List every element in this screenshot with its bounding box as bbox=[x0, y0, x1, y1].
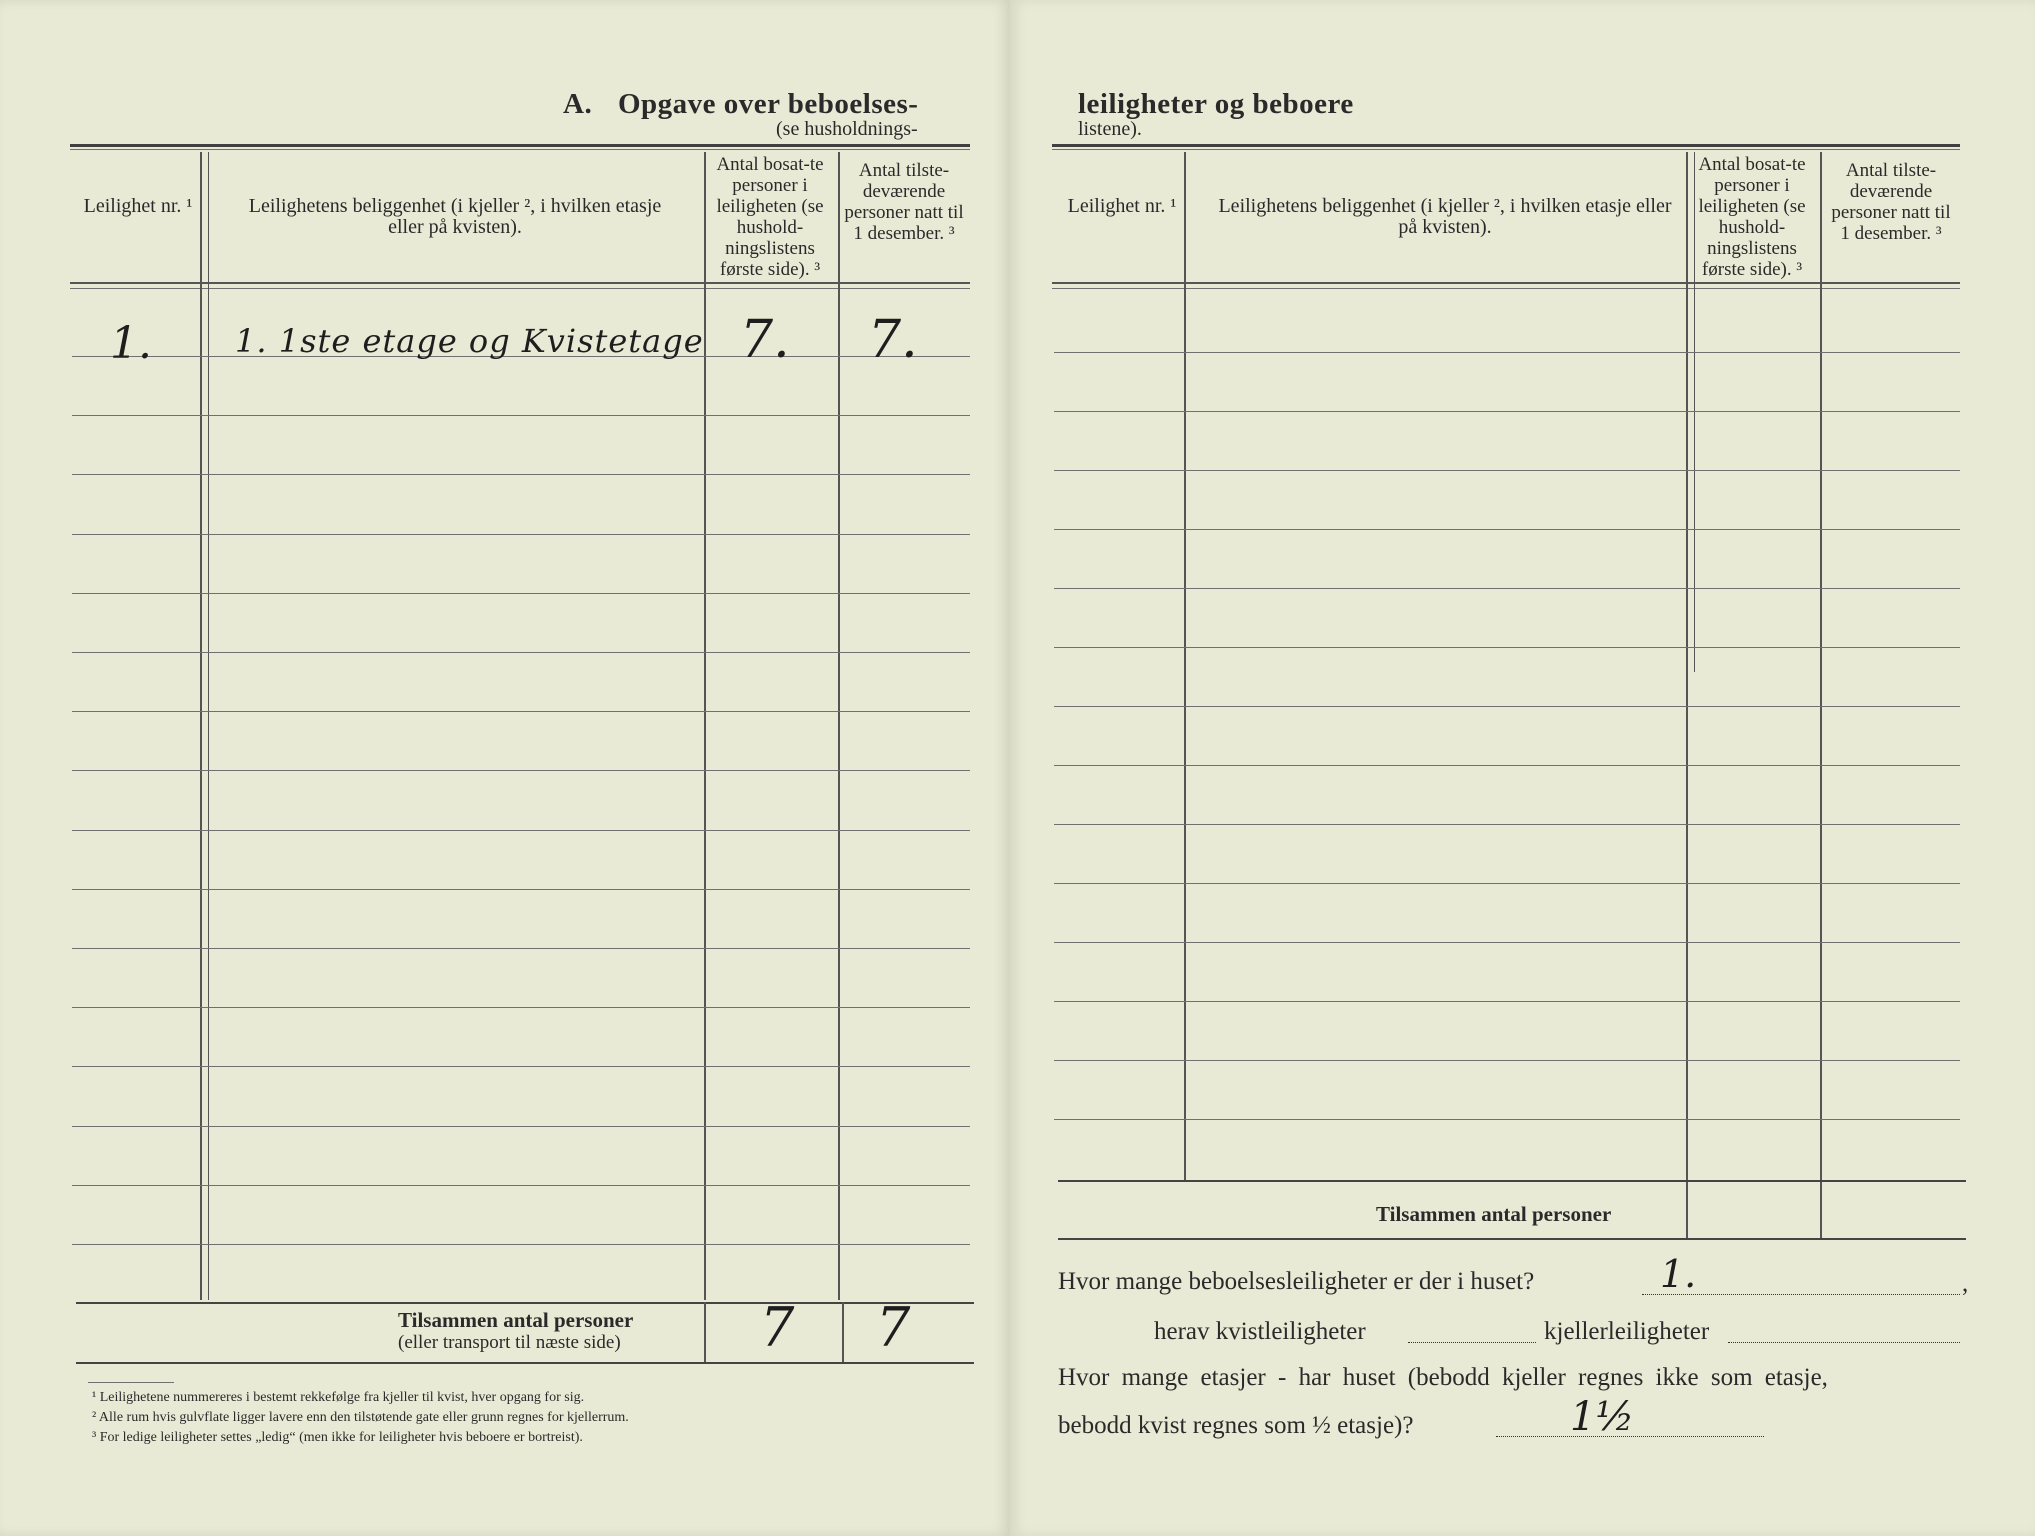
page-subtitle-right: listene). bbox=[1078, 118, 1142, 140]
form-row-line bbox=[72, 415, 970, 416]
total-divider-2 bbox=[842, 1302, 844, 1362]
header-beliggenhet-right: Leilighetens beliggenhet (i kjeller ², i hvilken etasje eller på kvisten). bbox=[1218, 195, 1672, 238]
footnote-rule bbox=[88, 1382, 174, 1383]
header-bosatte-right: Antal bosat-te personer i leiligheten (se hushold-ningslistens første side). ³ bbox=[1698, 154, 1806, 280]
form-row-line bbox=[72, 652, 970, 653]
footnote-1: ¹ Leilighetene nummereres i bestemt rekkefølge fra kjeller til kvist, hver opgang for sig. bbox=[92, 1390, 585, 1405]
form-row-line bbox=[1054, 588, 1960, 589]
form-row-line bbox=[1054, 529, 1960, 530]
total-sub-left: (eller transport til næste side) bbox=[398, 1332, 621, 1353]
page-title-right: leiligheter og beboere bbox=[1078, 88, 1354, 120]
form-row-line bbox=[1054, 942, 1960, 943]
footnote-2: ² Alle rum hvis gulvflate ligger lavere enn den tilstøtende gate eller grunn regnes for kjellerrum. bbox=[92, 1410, 629, 1425]
form-row-line bbox=[72, 830, 970, 831]
form-row-line bbox=[1054, 824, 1960, 825]
header-rule-right bbox=[1052, 282, 1960, 284]
form-row-line bbox=[1054, 470, 1960, 471]
form-row-line bbox=[72, 770, 970, 771]
col-divider-1-right bbox=[1184, 152, 1186, 1182]
form-row-line bbox=[72, 1244, 970, 1245]
header-leilighet-nr: Leilighet nr. ¹ bbox=[83, 195, 193, 217]
form-row-line bbox=[1054, 883, 1960, 884]
header-tilstedevaerende: Antal tilste-deværende personer natt til 1 desember. ³ bbox=[844, 160, 964, 244]
row1-nr: 1. bbox=[110, 318, 152, 369]
top-rule-right-thin bbox=[1052, 149, 1960, 150]
header-rule-thin bbox=[70, 288, 970, 289]
question-kvist: herav kvistleiligheter bbox=[1154, 1318, 1366, 1345]
form-row-line bbox=[72, 711, 970, 712]
total-present: 7 bbox=[876, 1296, 911, 1359]
form-row-line bbox=[1054, 1001, 1960, 1002]
form-row-line bbox=[72, 1007, 970, 1008]
total-label-right: Tilsammen antal personer bbox=[1376, 1202, 1612, 1226]
question-floors-2: bebodd kvist regnes som ½ etasje)? bbox=[1058, 1412, 1414, 1439]
form-row-line bbox=[1054, 706, 1960, 707]
total-rule-bottom bbox=[76, 1362, 974, 1364]
form-row-line bbox=[1054, 352, 1960, 353]
header-beliggenhet: Leilighetens beliggenhet (i kjeller ², i hvilken etasje eller på kvisten). bbox=[248, 195, 662, 238]
top-rule bbox=[70, 144, 970, 147]
header-rule bbox=[70, 282, 970, 284]
form-row-line bbox=[1054, 1060, 1960, 1061]
form-row-line bbox=[72, 593, 970, 594]
header-tilstedevaerende-right: Antal tilste-deværende personer natt til 1 desember. ³ bbox=[1831, 160, 1951, 244]
col-divider-3 bbox=[838, 152, 840, 1300]
page-subtitle-left: (se husholdnings- bbox=[776, 118, 918, 140]
total-rule-top-right bbox=[1058, 1180, 1966, 1182]
answer-floors: 1½ bbox=[1570, 1394, 1635, 1440]
form-row-line bbox=[1054, 765, 1960, 766]
form-row-line bbox=[72, 1066, 970, 1067]
form-row-line bbox=[72, 534, 970, 535]
col-divider-2 bbox=[704, 152, 706, 1300]
question-kjeller: kjellerleiligheter bbox=[1544, 1318, 1710, 1345]
header-leilighet-nr-right: Leilighet nr. ¹ bbox=[1067, 195, 1177, 217]
form-row-line bbox=[72, 1185, 970, 1186]
total-divider-1 bbox=[704, 1302, 706, 1362]
header-rule-right-thin bbox=[1052, 288, 1960, 289]
form-row-line bbox=[1054, 1119, 1960, 1120]
form-row-line bbox=[72, 948, 970, 949]
top-rule-thin bbox=[70, 149, 970, 150]
page-title-left: Opgave over beboelses- bbox=[618, 88, 919, 120]
col-divider-2-right bbox=[1686, 152, 1688, 1238]
header-bosatte: Antal bosat-te personer i leiligheten (se hushold-ningslistens første side). ³ bbox=[716, 154, 824, 280]
question-apartments: Hvor mange beboelsesleiligheter er der i huset? bbox=[1058, 1268, 1535, 1295]
col-divider-1b bbox=[208, 152, 209, 1300]
answer-apartments: 1. bbox=[1660, 1252, 1697, 1296]
top-rule-right bbox=[1052, 144, 1960, 147]
row1-residents: 7. bbox=[740, 310, 790, 370]
total-rule-top bbox=[76, 1302, 974, 1304]
answer-line-kvist bbox=[1408, 1342, 1536, 1343]
form-row-line bbox=[1054, 647, 1960, 648]
form-row-line bbox=[72, 1126, 970, 1127]
col-divider-2b-right bbox=[1694, 152, 1695, 672]
footnote-3: ³ For ledige leiligheter settes „ledig“ (men ikke for leiligheter hvis beboere er bortreist). bbox=[92, 1430, 583, 1445]
question-floors-1: Hvor mange etasjer - har huset (bebodd kjeller regnes ikke som etasje, bbox=[1058, 1364, 1828, 1391]
answer-line-kjeller bbox=[1728, 1342, 1960, 1343]
total-label-left: Tilsammen antal personer bbox=[398, 1308, 634, 1332]
form-row-line bbox=[72, 474, 970, 475]
col-divider-3-right bbox=[1820, 152, 1822, 1238]
row1-present: 7. bbox=[868, 310, 918, 370]
question-comma: , bbox=[1962, 1270, 1969, 1297]
form-row-line bbox=[1054, 411, 1960, 412]
total-rule-bottom-right bbox=[1058, 1238, 1966, 1240]
row1-location: 1. 1ste etage og Kvistetage bbox=[235, 322, 704, 360]
section-letter: A. bbox=[563, 88, 593, 120]
right-page bbox=[1010, 0, 2035, 1536]
left-page bbox=[0, 0, 1010, 1536]
form-row-line bbox=[72, 889, 970, 890]
col-divider-1 bbox=[200, 152, 202, 1300]
total-residents: 7 bbox=[760, 1296, 795, 1359]
